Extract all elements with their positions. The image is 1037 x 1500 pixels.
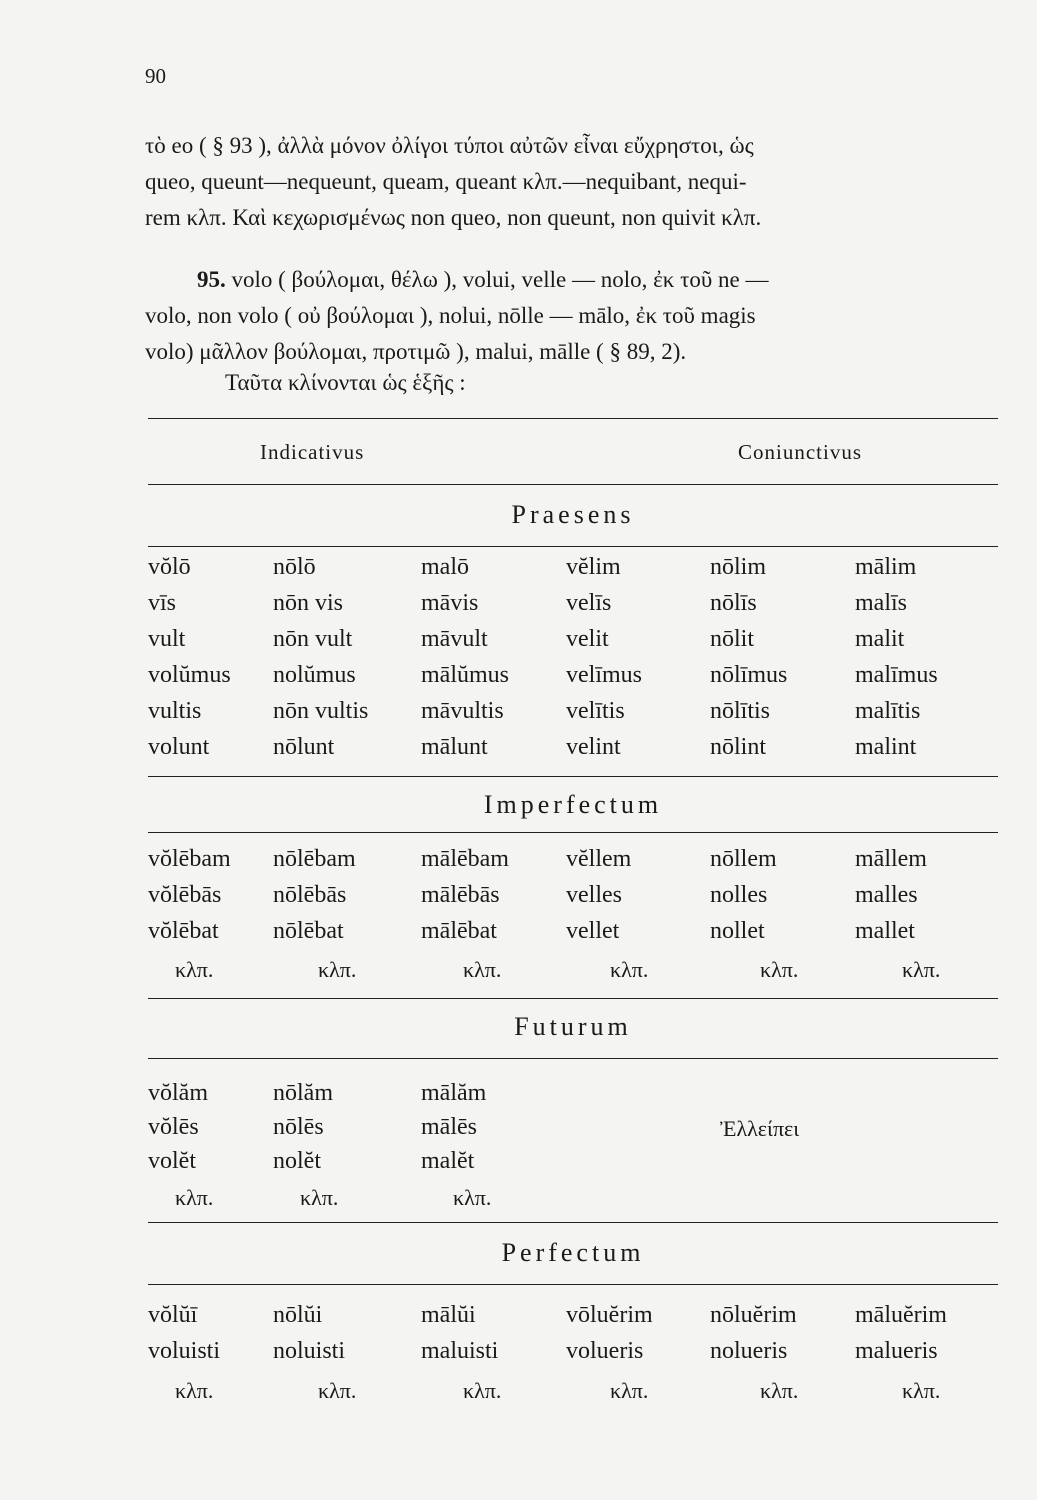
verb-form: nōlit (710, 626, 755, 652)
etc-abbreviation: κλπ. (318, 957, 357, 982)
section-95-line (145, 262, 997, 298)
verb-form: malĕt (421, 1148, 475, 1174)
intro-line: queo, queunt—nequeunt, queam, queant κλπ.—nequibant, nequi- (145, 169, 747, 194)
etc-abbreviation: κλπ. (610, 957, 649, 982)
verb-form: mālēbās (421, 882, 500, 908)
verb-form: mālunt (421, 734, 488, 760)
etc-abbreviation: κλπ. (902, 1378, 941, 1403)
verb-form: mālēbat (421, 918, 497, 944)
verb-form: nōlīmus (710, 662, 788, 688)
verb-form: vult (148, 626, 186, 652)
etc-abbreviation: κλπ. (760, 957, 799, 982)
verb-form: volĕt (148, 1148, 196, 1174)
section-number: 95. (197, 267, 226, 292)
verb-form: mālăm (421, 1080, 487, 1106)
table-row (148, 846, 1000, 882)
verb-form: velītis (566, 698, 625, 724)
verb-form: mālim (855, 554, 917, 580)
verb-form: velint (566, 734, 621, 760)
verb-form: māllem (855, 846, 927, 872)
etc-abbreviation: κλπ. (300, 1185, 339, 1210)
etc-abbreviation: κλπ. (318, 1378, 357, 1403)
section-95-line: volo, non volo ( οὐ βούλομαι ), nolui, nōlle — mālo, ἐκ τοῦ magis (145, 303, 756, 328)
table-top-rule (148, 418, 998, 419)
verb-form: mālŭi (421, 1302, 476, 1328)
table-row (148, 554, 1000, 590)
section-rule (148, 832, 998, 833)
verb-form: malītis (855, 698, 921, 724)
verb-form: noluisti (273, 1338, 346, 1364)
table-row (148, 1114, 1000, 1150)
section-rule (148, 1058, 998, 1059)
verb-form: vŏlēs (148, 1114, 199, 1140)
etc-abbreviation: κλπ. (463, 1378, 502, 1403)
verb-form: volŭmus (148, 662, 231, 688)
etc-abbreviation: κλπ. (902, 957, 941, 982)
table-row (148, 882, 1000, 918)
section-95-paragraph (145, 262, 997, 370)
table-row (148, 1302, 1000, 1338)
verb-form: mallet (855, 918, 915, 944)
table-row (148, 1148, 1000, 1184)
header-rule (148, 484, 998, 485)
verb-form: malles (855, 882, 918, 908)
verb-form: nolŭmus (273, 662, 356, 688)
verb-form: nolĕt (273, 1148, 321, 1174)
verb-form: malīs (855, 590, 907, 616)
verb-form: velīmus (566, 662, 642, 688)
verb-form: māvult (421, 626, 488, 652)
verb-form: nolles (710, 882, 768, 908)
verb-form: vōluĕrim (566, 1302, 653, 1328)
verb-form: nōn vult (273, 626, 353, 652)
verb-form: nōlŭi (273, 1302, 323, 1328)
table-row (148, 1080, 1000, 1116)
intro-line: τὸ eo ( § 93 ), ἀλλὰ μόνον ὀλίγοι τύποι αὐτῶν εἶναι εὔχρηστοι, ὡς (145, 133, 754, 158)
column-header-indicative: Indicativus (260, 440, 365, 464)
section-rule (148, 1222, 998, 1223)
verb-form: maluisti (421, 1338, 499, 1364)
verb-form: nōluĕrim (710, 1302, 797, 1328)
table-row (148, 698, 1000, 734)
verb-form: vŏlēbās (148, 882, 222, 908)
verb-form: nōlō (273, 554, 316, 580)
etc-abbreviation: κλπ. (175, 1378, 214, 1403)
verb-form: nōlint (710, 734, 767, 760)
etc-abbreviation: κλπ. (610, 1378, 649, 1403)
verb-form: vŏlō (148, 554, 191, 580)
verb-form: velles (566, 882, 622, 908)
section-rule (148, 776, 998, 777)
verb-form: malīmus (855, 662, 938, 688)
verb-form: vŏlēbam (148, 846, 231, 872)
etc-abbreviation: κλπ. (463, 957, 502, 982)
section-title-praesens: Praesens (511, 500, 635, 529)
verb-form: vŏlŭī (148, 1302, 198, 1328)
verb-form: māvis (421, 590, 479, 616)
intro-paragraph (145, 128, 997, 236)
table-row (148, 626, 1000, 662)
verb-form: volunt (148, 734, 210, 760)
missing-subjunctive-note: Ἐλλείπει (720, 1116, 800, 1141)
verb-form: nōlēbās (273, 882, 347, 908)
verb-form: vĕlim (566, 554, 621, 580)
verb-form: velit (566, 626, 609, 652)
verb-form: nōlēbam (273, 846, 356, 872)
verb-form: malueris (855, 1338, 938, 1364)
verb-form: vŏlăm (148, 1080, 208, 1106)
section-rule (148, 998, 998, 999)
column-header-subjunctive: Coniunctivus (738, 440, 863, 464)
section-rule (148, 1284, 998, 1285)
verb-form: nōn vis (273, 590, 344, 616)
verb-form: vultis (148, 698, 202, 724)
verb-form: nōlunt (273, 734, 335, 760)
table-row (148, 1338, 1000, 1374)
section-95-line: volo) μᾶλλον βούλομαι, προτιμῶ ), malui, mālle ( § 89, 2). (145, 339, 687, 364)
verb-form: vīs (148, 590, 177, 616)
intro-line: rem κλπ. Καὶ κεχωρισμένως non queo, non queunt, non quivit κλπ. (145, 205, 762, 230)
table-row (148, 918, 1000, 954)
verb-form: nōllem (710, 846, 777, 872)
page-number: 90 (145, 64, 166, 88)
verb-form: nōlăm (273, 1080, 333, 1106)
etc-abbreviation: κλπ. (175, 1185, 214, 1210)
table-row (148, 662, 1000, 698)
verb-form: nollet (710, 918, 765, 944)
verb-form: mālŭmus (421, 662, 509, 688)
verb-form: malit (855, 626, 905, 652)
verb-form: nōlīs (710, 590, 757, 616)
etc-abbreviation: κλπ. (175, 957, 214, 982)
section-title-futurum: Futurum (514, 1012, 632, 1041)
verb-form: nōlim (710, 554, 767, 580)
section-title-imperfectum: Imperfectum (483, 790, 663, 819)
verb-form: nōlēs (273, 1114, 324, 1140)
verb-form: nōlēbat (273, 918, 344, 944)
verb-form: vŏlēbat (148, 918, 219, 944)
declension-intro: Ταῦτα κλίνονται ὡς ἑξῆς : (225, 370, 466, 395)
verb-form: nōlītis (710, 698, 771, 724)
etc-abbreviation: κλπ. (453, 1185, 492, 1210)
verb-form: mālēbam (421, 846, 509, 872)
section-95-text: volo ( βούλομαι, θέλω ), volui, velle — nolo, ἐκ τοῦ ne — (225, 267, 769, 292)
verb-form: nolueris (710, 1338, 788, 1364)
verb-form: velīs (566, 590, 612, 616)
verb-form: voluisti (148, 1338, 221, 1364)
verb-form: vellet (566, 918, 620, 944)
verb-form: nōn vultis (273, 698, 369, 724)
verb-form: māvultis (421, 698, 504, 724)
table-row (148, 590, 1000, 626)
verb-form: māluĕrim (855, 1302, 947, 1328)
table-row (148, 734, 1000, 770)
verb-form: malō (421, 554, 469, 580)
section-rule (148, 546, 998, 547)
etc-abbreviation: κλπ. (760, 1378, 799, 1403)
verb-form: mālēs (421, 1114, 477, 1140)
verb-form: volueris (566, 1338, 644, 1364)
verb-form: malint (855, 734, 917, 760)
verb-form: vĕllem (566, 846, 632, 872)
section-title-perfectum: Perfectum (501, 1238, 645, 1267)
